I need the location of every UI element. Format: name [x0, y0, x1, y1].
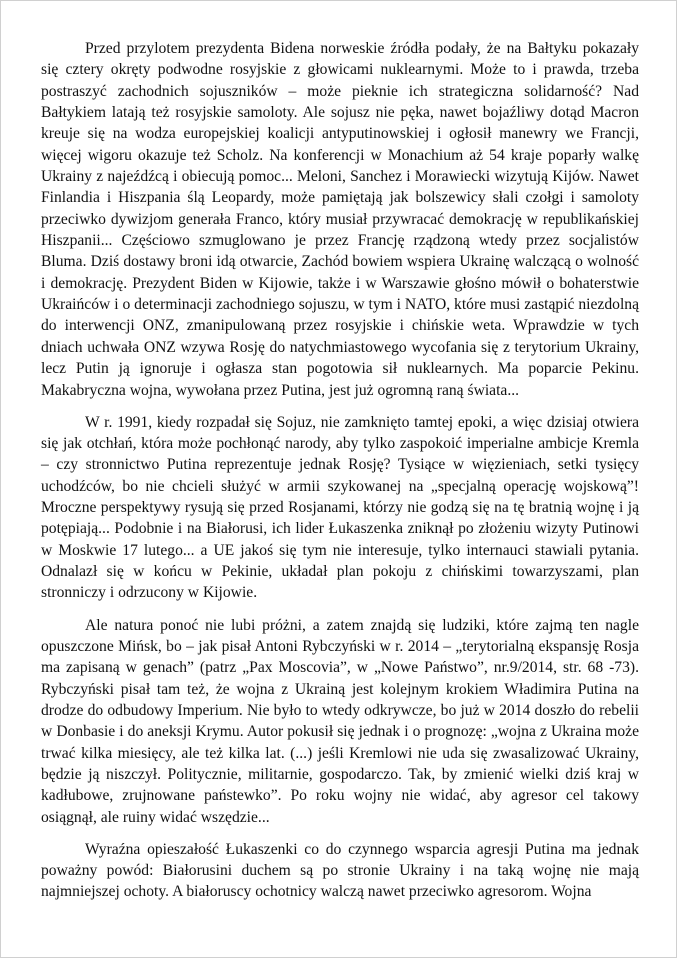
paragraph-1: Przed przylotem prezydenta Bidena norweskie źródła podały, że na Bałtyku pokazały się cztery okręty podwodne rosyjskie z głowicami nuklearnymi. Może to i prawda, trzeba postraszyć zachodnich sojuszników – może pieknie ich strategiczna solidarność? Nad Bałtykiem latają też rosyjskie samoloty. Ale sojusz nie pęka, nawet bojaźliwy dotąd Macron kreuje się na wodza europejskiej koalicji antyputinowskiej i ogłosił manewry we Francji, więcej wigoru okazuje też Scholz. Na konferencji w Monachium aż 54 kraje poparły walkę Ukrainy z najeźdźcą i obiecują pomoc... Meloni, Sanchez i Morawiecki wizytują Kijów. Nawet Finlandia i Hiszpania ślą Leopardy, może pamiętają jak bolszewicy słali czołgi i samoloty przeciwko dywizjom generała Franco, który musiał przywracać demokrację w republikańskiej Hiszpanii... Częściowo szmuglowano je przez Francję rządzoną wtedy przez socjalistów Bluma. Dziś dostawy broni idą otwarcie, Zachód bowiem wspiera Ukrainę walczącą o wolność i demokrację. Prezydent Biden w Kijowie, także i w Warszawie głośno mówił o bohaterstwie Ukraińców i o determinacji zachodniego sojuszu, w tym i NATO, które musi zastąpić niezdolną do interwencji ONZ, zmanipulowaną przez rosyjskie i chińskie weta. Wprawdzie w tych dniach uchwała ONZ wzywa Rosję do natychmiastowego wycofania się z terytorium Ukrainy, lecz Putin ją ignoruje i ogłasza stan pogotowia sił nuklearnych. Ma poparcie Pekinu. Makabryczna wojna, wywołana przez Putina, jest już ogromną raną świata... [41, 40, 639, 399]
document-body [41, 38, 639, 914]
paragraph-3: Ale natura ponoć nie lubi próżni, a zatem znajdą się ludziki, które zajmą ten nagle opuszczone Mińsk, bo – jak pisał Antoni Rybczyński w r. 2014 – „terytorialną ekspansję Rosja ma zapisaną w genach” (patrz „Pax Moscovia”, w „Nowe Państwo”, nr.9/2014, str. 68 -73). Rybczyński pisał tam też, że wojna z Ukrainą jest kolejnym krokiem Władimira Putina na drodze do odbudowy Imperium. Nie było to wtedy odkrywcze, bo już w 2014 doszło do rebelii w Donbasie i do aneksji Krymu. Autor pokusił się jednak i o prognozę: „wojna z Ukraina może trwać kilka miesięcy, ale też kilka lat. (...) jeśli Kremlowi nie uda się zwasalizować Ukrainy, będzie ją niszczył. Politycznie, militarnie, gospodarczo. Tak, by zmienić wielki dziś kraj w kadłubowe, zrujnowane państewko”. Po roku wojny nie widać, aby agresor cel takowy osiągnął, ale ruiny widać wszędzie... [41, 616, 639, 826]
paragraph-2: W r. 1991, kiedy rozpadał się Sojuz, nie zamknięto tamtej epoki, a więc dzisiaj otwiera się jak otchłań, która może pochłonąć narody, aby tylko zaspokoić imperialne ambicje Kremla – czy stronnictwo Putina reprezentuje jednak Rosję? Tysiące w więzieniach, setki tysięcy uchodźców, bo nie chcieli służyć w armii szykowanej na „specjalną operację wojskową”! Mroczne perspektywy rysują się przed Rosjanami, którzy nie godzą się na tę bratnią wojnę i ją potępiają... Podobnie i na Białorusi, ich lider Łukaszenka zniknął po złożeniu wizyty Putinowi w Moskwie 17 lutego... a UE jakoś się tym nie interesuje, tylko internauci stawiali pytania. Odnalazł się w końcu w Pekinie, układał plan pokoju z chińskimi towarzyszami, plan stronniczy i odrzucony w Kijowie. [41, 413, 639, 602]
paragraph-4: Wyraźna opieszałość Łukaszenki co do czynnego wsparcia agresji Putina ma jednak poważny powód: Białorusini duchem są po stronie Ukrainy i na taką wojnę nie mają najmniejszej ochoty. A białoruscy ochotnicy walczą nawet przeciwko agresorom. Wojna [41, 840, 639, 901]
